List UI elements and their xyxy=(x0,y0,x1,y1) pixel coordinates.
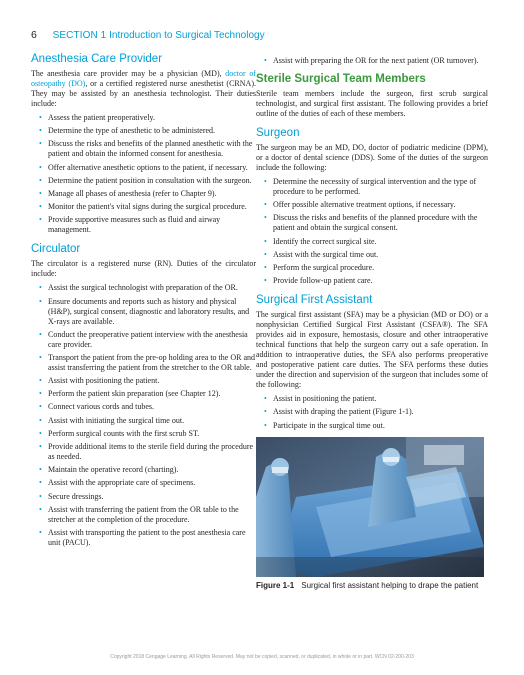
list-item: • Assist with the surgical time out. xyxy=(273,250,488,260)
surgical-drape-photo xyxy=(256,437,484,577)
circulator-intro: The circulator is a registered nurse (RN). Duties of the circulator include: xyxy=(31,259,256,279)
page-header xyxy=(31,29,501,43)
list-item: • Assist with draping the patient (Figure 1-1). xyxy=(273,407,488,417)
list-item: • Discuss the risks and benefits of the planned anesthetic with the patient and obtain the informed consent for anesthesia. xyxy=(48,139,256,159)
list-item: • Discuss the risks and benefits of the planned procedure with the patient and obtain the surgical consent. xyxy=(273,213,488,233)
copyright-footer: Copyright 2018 Cengage Learning. All Rights Reserved. May not be copied, scanned, or duplicated, in whole or in part. WCN 02-200-203 xyxy=(110,654,414,660)
heading-first-assistant: Surgical First Assistant xyxy=(256,294,373,307)
list-item: • Identify the correct surgical site. xyxy=(273,237,488,247)
list-item: • Conduct the preoperative patient interview with the anesthesia care provider. xyxy=(48,330,256,350)
right-column xyxy=(256,52,488,591)
sterile-intro: Sterile team members include the surgeon, first scrub surgical technologist, and surgical first assistant. The following provides a brief outline of the duties of each of these members. xyxy=(256,89,488,118)
anesthesia-intro-text-2: , or a certified registered nurse anesthetist (CRNA). They may be assisted by an anesthesia technologist. Their duties include: xyxy=(31,79,256,108)
heading-surgeon: Surgeon xyxy=(256,127,300,139)
surgeon-duties-list xyxy=(256,177,488,286)
list-item: • Assist with initiating the surgical time out. xyxy=(48,416,256,426)
anesthesia-intro xyxy=(31,69,256,109)
osteopathy-link[interactable]: doctor of osteopathy (DO) xyxy=(31,69,256,88)
list-item: • Perform the surgical procedure. xyxy=(273,263,488,273)
list-item: • Offer possible alternative treatment options, if necessary. xyxy=(273,200,488,210)
anesthesia-intro-text-1: The anesthesia care provider may be a physician (MD), xyxy=(31,69,226,78)
list-item: • Assist the surgical technologist with preparation of the OR. xyxy=(48,283,256,293)
heading-sterile-team: Sterile Surgical Team Members xyxy=(256,73,426,85)
list-item: • Determine the patient position in consultation with the surgeon. xyxy=(48,176,256,186)
circulator-duties-list xyxy=(31,283,256,548)
anesthesia-duties-list xyxy=(31,113,256,235)
list-item: • Assist with the appropriate care of specimens. xyxy=(48,478,256,488)
list-item: • Transport the patient from the pre-op holding area to the OR and assist transferring the patient from the stretcher to the OR table. xyxy=(48,353,256,373)
list-item: • Monitor the patient's vital signs during the surgical procedure. xyxy=(48,202,256,212)
circulator-continued-list xyxy=(256,56,488,66)
list-item: • Manage all phases of anesthesia (refer to Chapter 9). xyxy=(48,189,256,199)
list-item: • Assess the patient preoperatively. xyxy=(48,113,256,123)
list-item: • Assist with transferring the patient from the OR table to the stretcher at the completion of the procedure. xyxy=(48,505,256,525)
list-item: • Secure dressings. xyxy=(48,492,256,502)
page-number: 6 xyxy=(31,29,37,41)
list-item: • Ensure documents and reports such as history and physical (H&P), surgical consent, diagnostic and laboratory results, and X-rays are available. xyxy=(48,297,256,327)
list-item: • Assist with positioning the patient. xyxy=(48,376,256,386)
list-item: • Participate in the surgical time out. xyxy=(273,421,488,431)
heading-circulator: Circulator xyxy=(31,243,81,256)
heading-anesthesia: Anesthesia Care Provider xyxy=(31,53,163,65)
figure-label: Figure 1-1 xyxy=(256,580,295,590)
list-item: • Provide supportive measures such as fluid and airway management. xyxy=(48,215,256,235)
list-item: • Assist with transporting the patient to the post anesthesia care unit (PACU). xyxy=(48,528,256,548)
list-item: • Connect various cords and tubes. xyxy=(48,402,256,412)
list-item: • Assist in positioning the patient. xyxy=(273,394,488,404)
list-item: • Offer alternative anesthetic options to the patient, if necessary. xyxy=(48,163,256,173)
chapter-title: Introduction to Surgical Technology xyxy=(109,30,265,41)
list-item: • Determine the necessity of surgical intervention and the type of procedure to be performed. xyxy=(273,177,488,197)
figure-photo xyxy=(256,437,484,577)
sfa-intro: The surgical first assistant (SFA) may be a physician (MD or DO) or a nonphysician Certified Surgical First Assistant (CSFA®). The SFA provides aid in exposure, hemostasis, closure and other intraoperative technical functions that help the surgeon carry out a safe operation. In addition to intraoperative duties, the SFA also performs preoperative and postoperative patient care duties. The SFA performs these duties under the direction and supervision of the surgeon that includes some of the following: xyxy=(256,310,488,390)
sfa-duties-list xyxy=(256,394,488,430)
list-item: • Assist with preparing the OR for the next patient (OR turnover). xyxy=(273,56,488,66)
surgeon-intro: The surgeon may be an MD, DO, doctor of podiatric medicine (DPM), or a doctor of dental science (DDS). Some of the duties of the surgeon include the following: xyxy=(256,143,488,172)
section-label: SECTION 1 xyxy=(52,30,107,41)
list-item: • Perform the patient skin preparation (see Chapter 12). xyxy=(48,389,256,399)
list-item: • Perform surgical counts with the first scrub ST. xyxy=(48,429,256,439)
left-column xyxy=(31,52,256,552)
list-item: • Provide follow-up patient care. xyxy=(273,276,488,286)
figure-caption-text: Surgical first assistant helping to drape the patient xyxy=(301,580,479,590)
list-item: • Provide additional items to the sterile field during the procedure as needed. xyxy=(48,442,256,462)
list-item: • Maintain the operative record (charting). xyxy=(48,465,256,475)
list-item: • Determine the type of anesthetic to be administered. xyxy=(48,126,256,136)
figure-caption xyxy=(256,581,488,591)
